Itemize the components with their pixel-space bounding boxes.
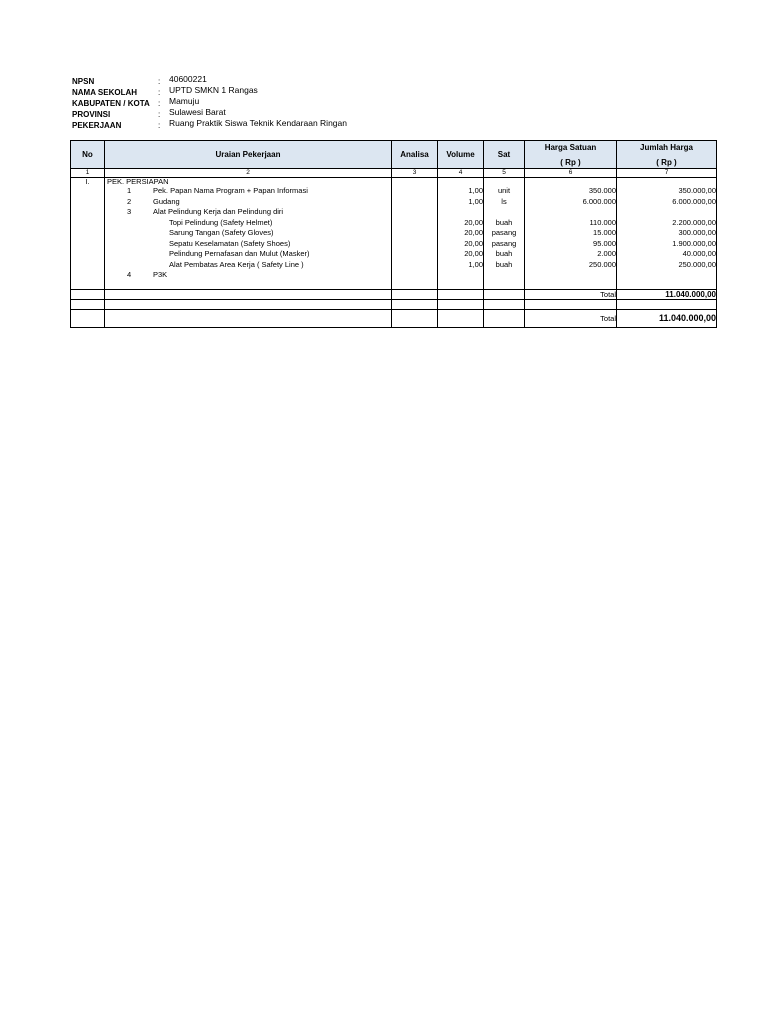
sat-value: buah [495, 249, 513, 258]
harga-satuan-cell [525, 178, 617, 290]
volume-value: 20,00 [464, 228, 483, 237]
jumlah-value: 40.000,00 [682, 249, 716, 258]
header-analisa: Analisa [392, 141, 438, 169]
item-number: 2 [127, 196, 132, 206]
column-number: 3 [392, 169, 438, 178]
harga-value [525, 207, 616, 218]
info-value: 40600221 [169, 74, 207, 84]
info-label: NAMA SEKOLAH [72, 88, 138, 97]
info-colon: : [158, 77, 161, 86]
grand-total-value: 11.040.000,00 [617, 309, 717, 327]
sat-value: buah [495, 259, 513, 269]
info-value: Ruang Praktik Siswa Teknik Kendaraan Ringan [169, 118, 347, 128]
volume-cell [438, 178, 484, 290]
subtotal-row [71, 289, 717, 299]
header-harga-satuan-unit: ( Rp ) [560, 157, 581, 167]
jumlah-value: 2.200.000,00 [672, 217, 716, 227]
subitem-text: Topi Pelindung (Safety Helmet) [169, 217, 273, 227]
volume-value: 20,00 [464, 217, 483, 227]
column-number: 1 [71, 169, 105, 178]
info-value: UPTD SMKN 1 Rangas [169, 85, 258, 95]
jumlah-value: 6.000.000,00 [672, 196, 716, 206]
harga-value: 110.000 [589, 217, 616, 227]
subitem-text: Sepatu Keselamatan (Safety Shoes) [169, 238, 291, 248]
header-harga-satuan-label: Harga Satuan [544, 142, 597, 152]
subitem-text: Pelindung Pernafasan dan Mulut (Masker) [169, 249, 310, 258]
harga-value: 2.000 [597, 249, 616, 258]
info-label: KABUPATEN / KOTA [72, 99, 150, 108]
harga-value: 250.000 [588, 259, 616, 269]
jumlah-value: 1.900.000,00 [672, 238, 716, 248]
header-sat: Sat [484, 141, 525, 169]
volume-value: 1,00 [468, 196, 483, 206]
subitem-text: Alat Pembatas Area Kerja ( Safety Line ) [169, 259, 304, 269]
info-value: Sulawesi Barat [169, 107, 226, 117]
header-harga-satuan [525, 141, 617, 169]
sat-value: ls [501, 196, 507, 206]
header-jumlah-harga [617, 141, 717, 169]
info-value: Mamuju [169, 96, 200, 106]
info-colon: : [158, 99, 161, 108]
jumlah-value: 250.000,00 [678, 259, 716, 269]
sat-value: buah [495, 217, 513, 227]
volume-value: 20,00 [464, 249, 483, 258]
cost-estimate-table [70, 140, 717, 328]
header-jumlah-harga-label: Jumlah Harga [640, 142, 693, 152]
header-no: No [71, 141, 105, 169]
sat-value: pasang [491, 228, 517, 237]
list-item [105, 207, 391, 218]
jumlah-value: 300.000,00 [678, 228, 716, 237]
subtotal-label: Total [525, 289, 617, 299]
item-number: 4 [127, 270, 132, 279]
info-colon: : [158, 88, 161, 97]
item-text: P3K [153, 270, 168, 279]
sat-cell [484, 178, 525, 290]
jumlah-value: 350.000,00 [678, 186, 716, 195]
harga-value: 95.000 [593, 238, 616, 248]
harga-value: 350.000 [588, 186, 616, 195]
table-header [71, 141, 717, 169]
header-volume: Volume [438, 141, 484, 169]
info-label: NPSN [72, 77, 95, 86]
item-text: Alat Pelindung Kerja dan Pelindung diri [153, 207, 284, 216]
column-number: 5 [484, 169, 525, 178]
jumlah-value [617, 207, 716, 218]
grand-total-row [71, 309, 717, 327]
item-number: 3 [127, 207, 132, 216]
blank-row [71, 299, 717, 309]
sat-value [484, 207, 524, 218]
grand-total-label: Total [525, 309, 617, 327]
subitem-text: Sarung Tangan (Safety Gloves) [169, 228, 274, 237]
item-number: 1 [127, 186, 132, 195]
jumlah-harga-cell [617, 178, 717, 290]
table-body-row [71, 178, 717, 290]
info-label: PEKERJAAN [72, 121, 122, 130]
sat-value: pasang [491, 238, 517, 248]
volume-value: 1,00 [468, 259, 483, 269]
section-title: PEK. PERSIAPAN [107, 177, 169, 186]
list-item [105, 270, 391, 281]
harga-value: 15.000 [593, 228, 616, 237]
column-number: 4 [438, 169, 484, 178]
column-number: 6 [525, 169, 617, 178]
volume-value [438, 207, 483, 218]
section-number-cell [71, 178, 105, 290]
info-label: PROVINSI [72, 110, 111, 119]
harga-value: 6.000.000 [582, 196, 616, 206]
volume-value: 1,00 [468, 186, 483, 195]
analisa-cell [392, 178, 438, 290]
header-jumlah-harga-unit: ( Rp ) [656, 157, 677, 167]
uraian-cell [105, 178, 392, 290]
section-number: I. [85, 177, 90, 186]
sat-value: unit [497, 186, 511, 195]
volume-value: 20,00 [464, 238, 483, 248]
header-uraian: Uraian Pekerjaan [105, 141, 392, 169]
info-colon: : [158, 121, 161, 130]
item-text: Pek. Papan Nama Program + Papan Informasi [153, 186, 308, 195]
list-item [105, 186, 391, 197]
info-colon: : [158, 110, 161, 119]
list-item [105, 197, 391, 208]
subtotal-value: 11.040.000,00 [617, 289, 717, 299]
item-text: Gudang [153, 196, 180, 206]
column-number: 7 [617, 169, 717, 178]
column-number: 2 [105, 169, 392, 178]
